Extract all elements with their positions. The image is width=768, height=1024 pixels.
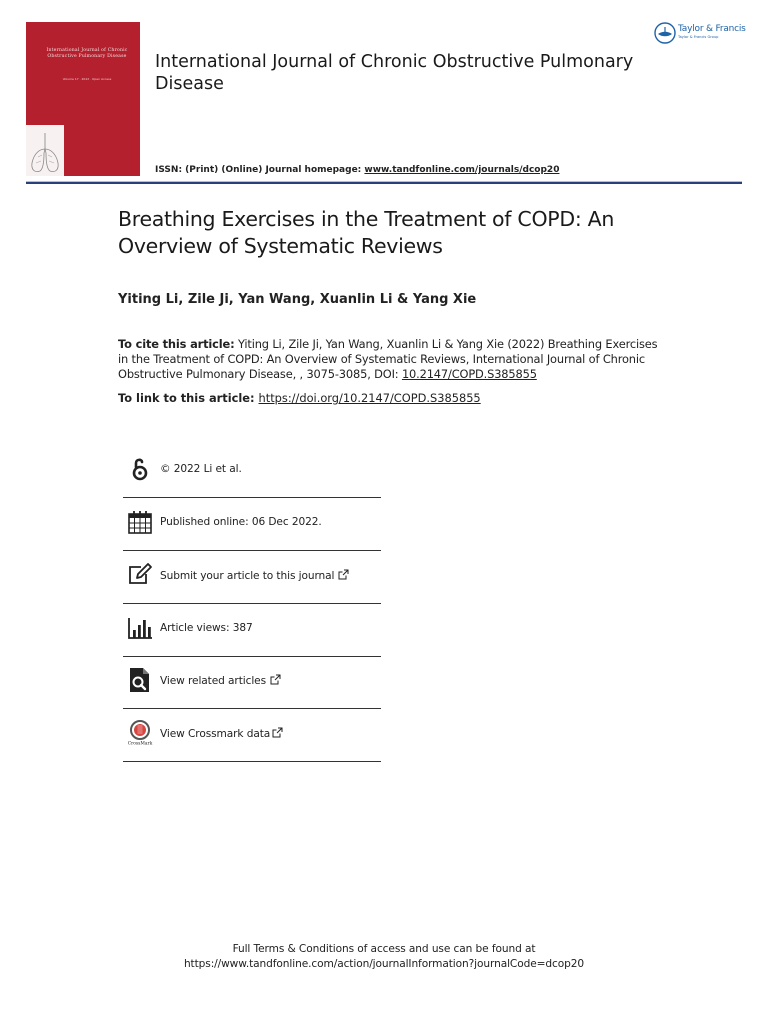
meta-row-copyright [123, 446, 381, 498]
header-divider [26, 182, 742, 184]
article-views-text: Article views: 387 [160, 622, 253, 634]
crossmark-label: View Crossmark data [160, 728, 271, 740]
calendar-icon [127, 509, 153, 535]
crossmark-caption: CrossMark [127, 741, 153, 746]
journal-title: International Journal of Chronic Obstructive Pulmonary Disease [155, 52, 634, 94]
related-articles-label: View related articles [160, 675, 266, 687]
meta-divider [123, 761, 381, 762]
meta-divider [123, 497, 381, 498]
related-search-icon [127, 667, 153, 693]
open-access-icon [127, 456, 153, 482]
meta-divider [123, 708, 381, 709]
publisher-name: Taylor & Francis [678, 24, 746, 34]
meta-row-submit[interactable] [123, 552, 381, 604]
issn-text: ISSN: (Print) (Online) Journal homepage: [155, 165, 365, 175]
external-link-icon [270, 674, 281, 685]
cite-text: Yiting Li, Zile Ji, Yan Wang, Xuanlin Li & Yang Xie (2022) Breathing Exercises in the Treatment of COPD: An Overview of Systematic Reviews, International Journal of Chronic Obstructive Pulmonary Disease, , 3075-3085, DOI: [118, 337, 658, 381]
meta-divider [123, 603, 381, 604]
article-title: Breathing Exercises in the Treatment of COPD: An Overview of Systematic Reviews [118, 207, 615, 258]
meta-row-views [123, 605, 381, 657]
crossmark-link[interactable] [160, 727, 283, 740]
external-link-icon [272, 727, 283, 738]
article-link-line [118, 391, 481, 405]
journal-cover [26, 22, 140, 176]
cover-journal-title: International Journal of Chronic Obstructive Pulmonary Disease [46, 48, 128, 59]
meta-row-related[interactable] [123, 657, 381, 709]
submit-article-label: Submit your article to this journal [160, 570, 335, 582]
journal-homepage-link[interactable]: www.tandfonline.com/journals/dcop20 [364, 165, 560, 175]
crossmark-icon [127, 720, 153, 746]
external-link-icon [338, 569, 349, 580]
bar-chart-icon [127, 615, 153, 641]
terms-url[interactable]: https://www.tandfonline.com/action/journalInformation?journalCode=dcop20 [183, 958, 585, 970]
terms-footer [0, 942, 768, 972]
doi-link[interactable]: 10.2147/COPD.S385855 [401, 367, 537, 381]
cite-label: To cite this article: [118, 337, 235, 351]
link-label: To link to this article: [118, 391, 259, 405]
publisher-group: Taylor & Francis Group [678, 35, 719, 39]
article-url-link[interactable]: https://doi.org/10.2147/COPD.S385855 [258, 391, 481, 405]
submit-article-link[interactable] [160, 569, 349, 582]
terms-line: Full Terms & Conditions of access and use can be found at [232, 943, 536, 955]
edit-icon [127, 562, 153, 588]
cover-lung-panel [26, 125, 64, 176]
lungs-illustration [26, 125, 64, 176]
published-date-text: Published online: 06 Dec 2022. [160, 516, 322, 528]
copyright-text: © 2022 Li et al. [160, 463, 242, 475]
citation-block [118, 337, 658, 382]
article-authors: Yiting Li, Zile Ji, Yan Wang, Xuanlin Li & Yang Xie [118, 292, 477, 307]
issn-line [155, 165, 559, 175]
taylor-francis-logo-icon [654, 22, 676, 44]
meta-row-crossmark[interactable] [123, 710, 381, 762]
cover-volume-line: Volume 17 · 2022 · Open Access [62, 77, 112, 81]
meta-row-published [123, 499, 381, 551]
meta-divider [123, 550, 381, 551]
related-articles-link[interactable] [160, 674, 281, 687]
publisher-logo [654, 22, 746, 46]
